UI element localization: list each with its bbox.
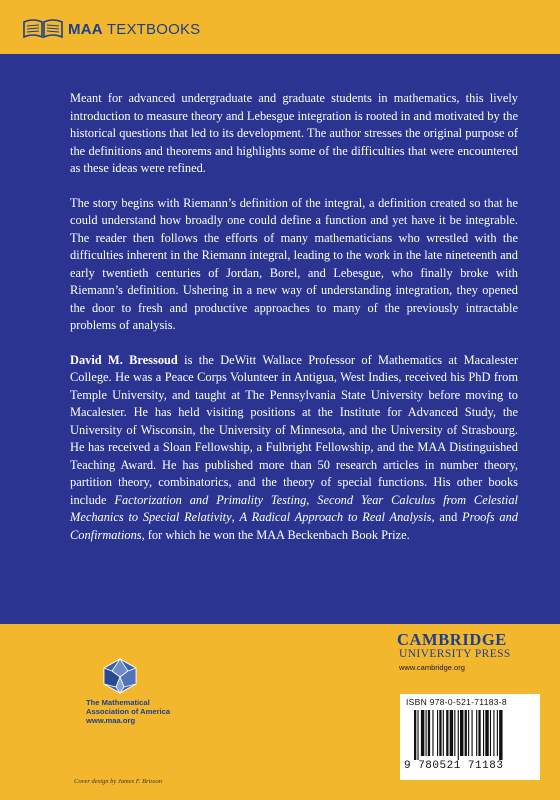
description-paragraph-2: The story begins with Riemann’s definition of the integral, a definition created so that he could understand how broadly one could define a function and yet have it be integrable. The reader then follows the efforts of many mathematicians who wrestled with the difficulties inherent in the Riemann integral, leading to the work in the late nineteenth and early twentieth centuries of Jordan, Borel, and Lebesgue, who finally broke with Riemann’s definition. Ushering in a new way of understanding integration, they opened the door to fresh and productive approaches to many of the previously intractable problems of analysis. bbox=[70, 195, 518, 332]
logo-word: TEXTBOOKS bbox=[106, 20, 201, 38]
polyhedron-icon bbox=[100, 657, 140, 695]
maa-logo bbox=[74, 657, 194, 726]
maa-line-1: The Mathematical bbox=[86, 698, 150, 707]
logo-abbrev: MAA bbox=[68, 20, 103, 38]
maa-textbooks-logo bbox=[22, 18, 200, 40]
book-title-4: Proofs and Confirmations bbox=[70, 510, 518, 542]
publisher-name: CAMBRIDGE bbox=[397, 630, 507, 649]
author-bio bbox=[70, 352, 518, 545]
isbn-barcode-box bbox=[400, 694, 540, 780]
maa-name bbox=[86, 698, 194, 726]
open-book-icon bbox=[22, 18, 64, 40]
bio-sep-2: , bbox=[231, 510, 240, 524]
publisher-url: www.cambridge.org bbox=[399, 663, 465, 672]
bio-text-2: , for which he won the MAA Beckenbach Book Prize. bbox=[141, 527, 410, 542]
bio-text-1: is the DeWitt Wallace Professor of Mathematics at Macalester College. He was a Peace Corps Volunteer in Antigua, West Indies, received his PhD from Temple University, and taught at The Pennsylvania State University before moving to Macalester. He has held visiting positions at the Institute for Advanced Study, the University of Wisconsin, the University of Minnesota, and the University of Strasbourg. He has received a Sloan Fellowship, a Fulbright Fellowship, and the MAA Distinguished Teaching Award. He has published more than 50 research articles in number theory, partition theory, combinatorics, and the theory of special functions. His other books include bbox=[70, 352, 519, 507]
isbn-label: ISBN 978-0-521-71183-8 bbox=[406, 697, 507, 707]
maa-line-2: Association of America bbox=[86, 707, 171, 717]
bio-sep-3: , and bbox=[431, 510, 463, 524]
book-title-1: Factorization and Primality Testing bbox=[114, 492, 307, 507]
barcode-icon bbox=[414, 710, 530, 760]
book-title-3: A Radical Approach to Real Analysis bbox=[239, 510, 432, 524]
cover-copy bbox=[70, 90, 518, 544]
publisher-press: UNIVERSITY PRESS bbox=[399, 648, 511, 660]
cover-design-credit: Cover design by James F. Brisson bbox=[74, 778, 162, 785]
header-bar bbox=[0, 0, 560, 54]
description-paragraph-1: Meant for advanced undergraduate and graduate students in mathematics, this lively introduction to measure theory and Lebesgue integration is rooted in and motivated by the historical questions that led to its development. The author stresses the original purpose of the definitions and theorems and highlights some of the difficulties that were encountered as these ideas were refined. bbox=[70, 91, 518, 175]
book-title-2: Second Year Calculus from Celestial Mechanics to Special Relativity bbox=[70, 492, 518, 524]
bio-sep-1: , bbox=[306, 492, 318, 507]
maa-url: www.maa.org bbox=[86, 716, 136, 726]
logo-text bbox=[68, 21, 200, 38]
author-name: David M. Bressoud bbox=[70, 352, 178, 367]
barcode-digits: 9 780521 71183 bbox=[404, 760, 504, 772]
publisher-logo bbox=[397, 631, 537, 672]
